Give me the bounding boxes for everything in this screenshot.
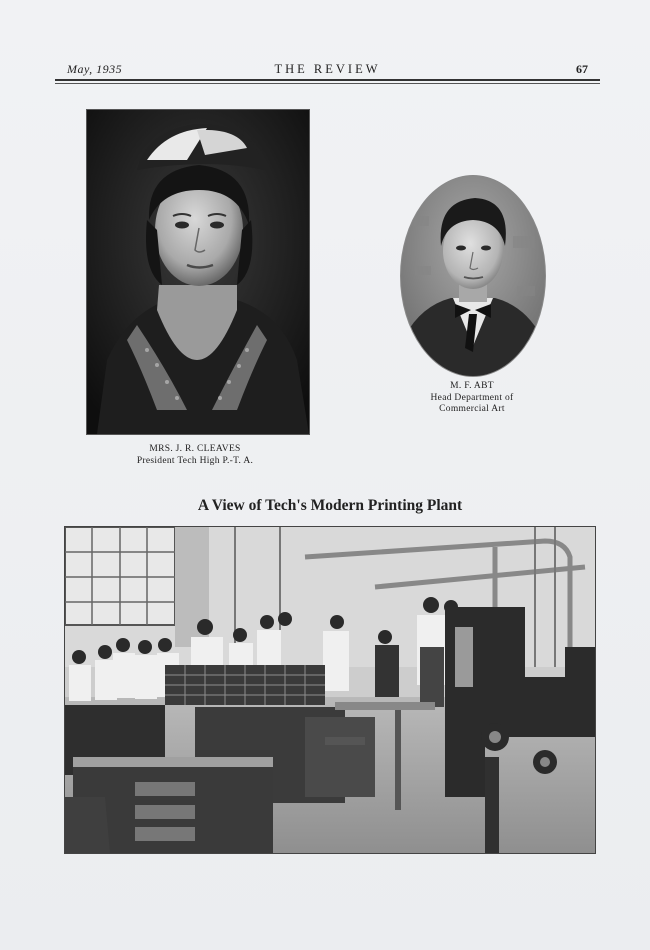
- running-header: [55, 62, 600, 78]
- page-number: 67: [576, 62, 588, 76]
- caption-role: President Tech High P.-T. A.: [136, 456, 254, 466]
- portrait-photo-cleaves: [86, 109, 310, 435]
- publication-title: THE REVIEW: [274, 62, 381, 76]
- header-rule: [55, 79, 600, 81]
- header-rule-thin: [55, 83, 600, 84]
- caption-cleaves: [95, 443, 295, 467]
- caption-abt: [400, 381, 544, 416]
- printing-plant-photo: [64, 526, 596, 854]
- caption-name: M. F. ABT: [450, 381, 494, 391]
- caption-role-line1: Head Department of: [430, 392, 514, 403]
- portrait-photo-abt: [400, 175, 546, 377]
- plant-photo-title: A View of Tech's Modern Printing Plant: [197, 497, 463, 514]
- caption-role-line2: Commercial Art: [439, 404, 505, 414]
- issue-date: May, 1935: [67, 62, 123, 76]
- caption-name: MRS. J. R. CLEAVES: [149, 444, 241, 454]
